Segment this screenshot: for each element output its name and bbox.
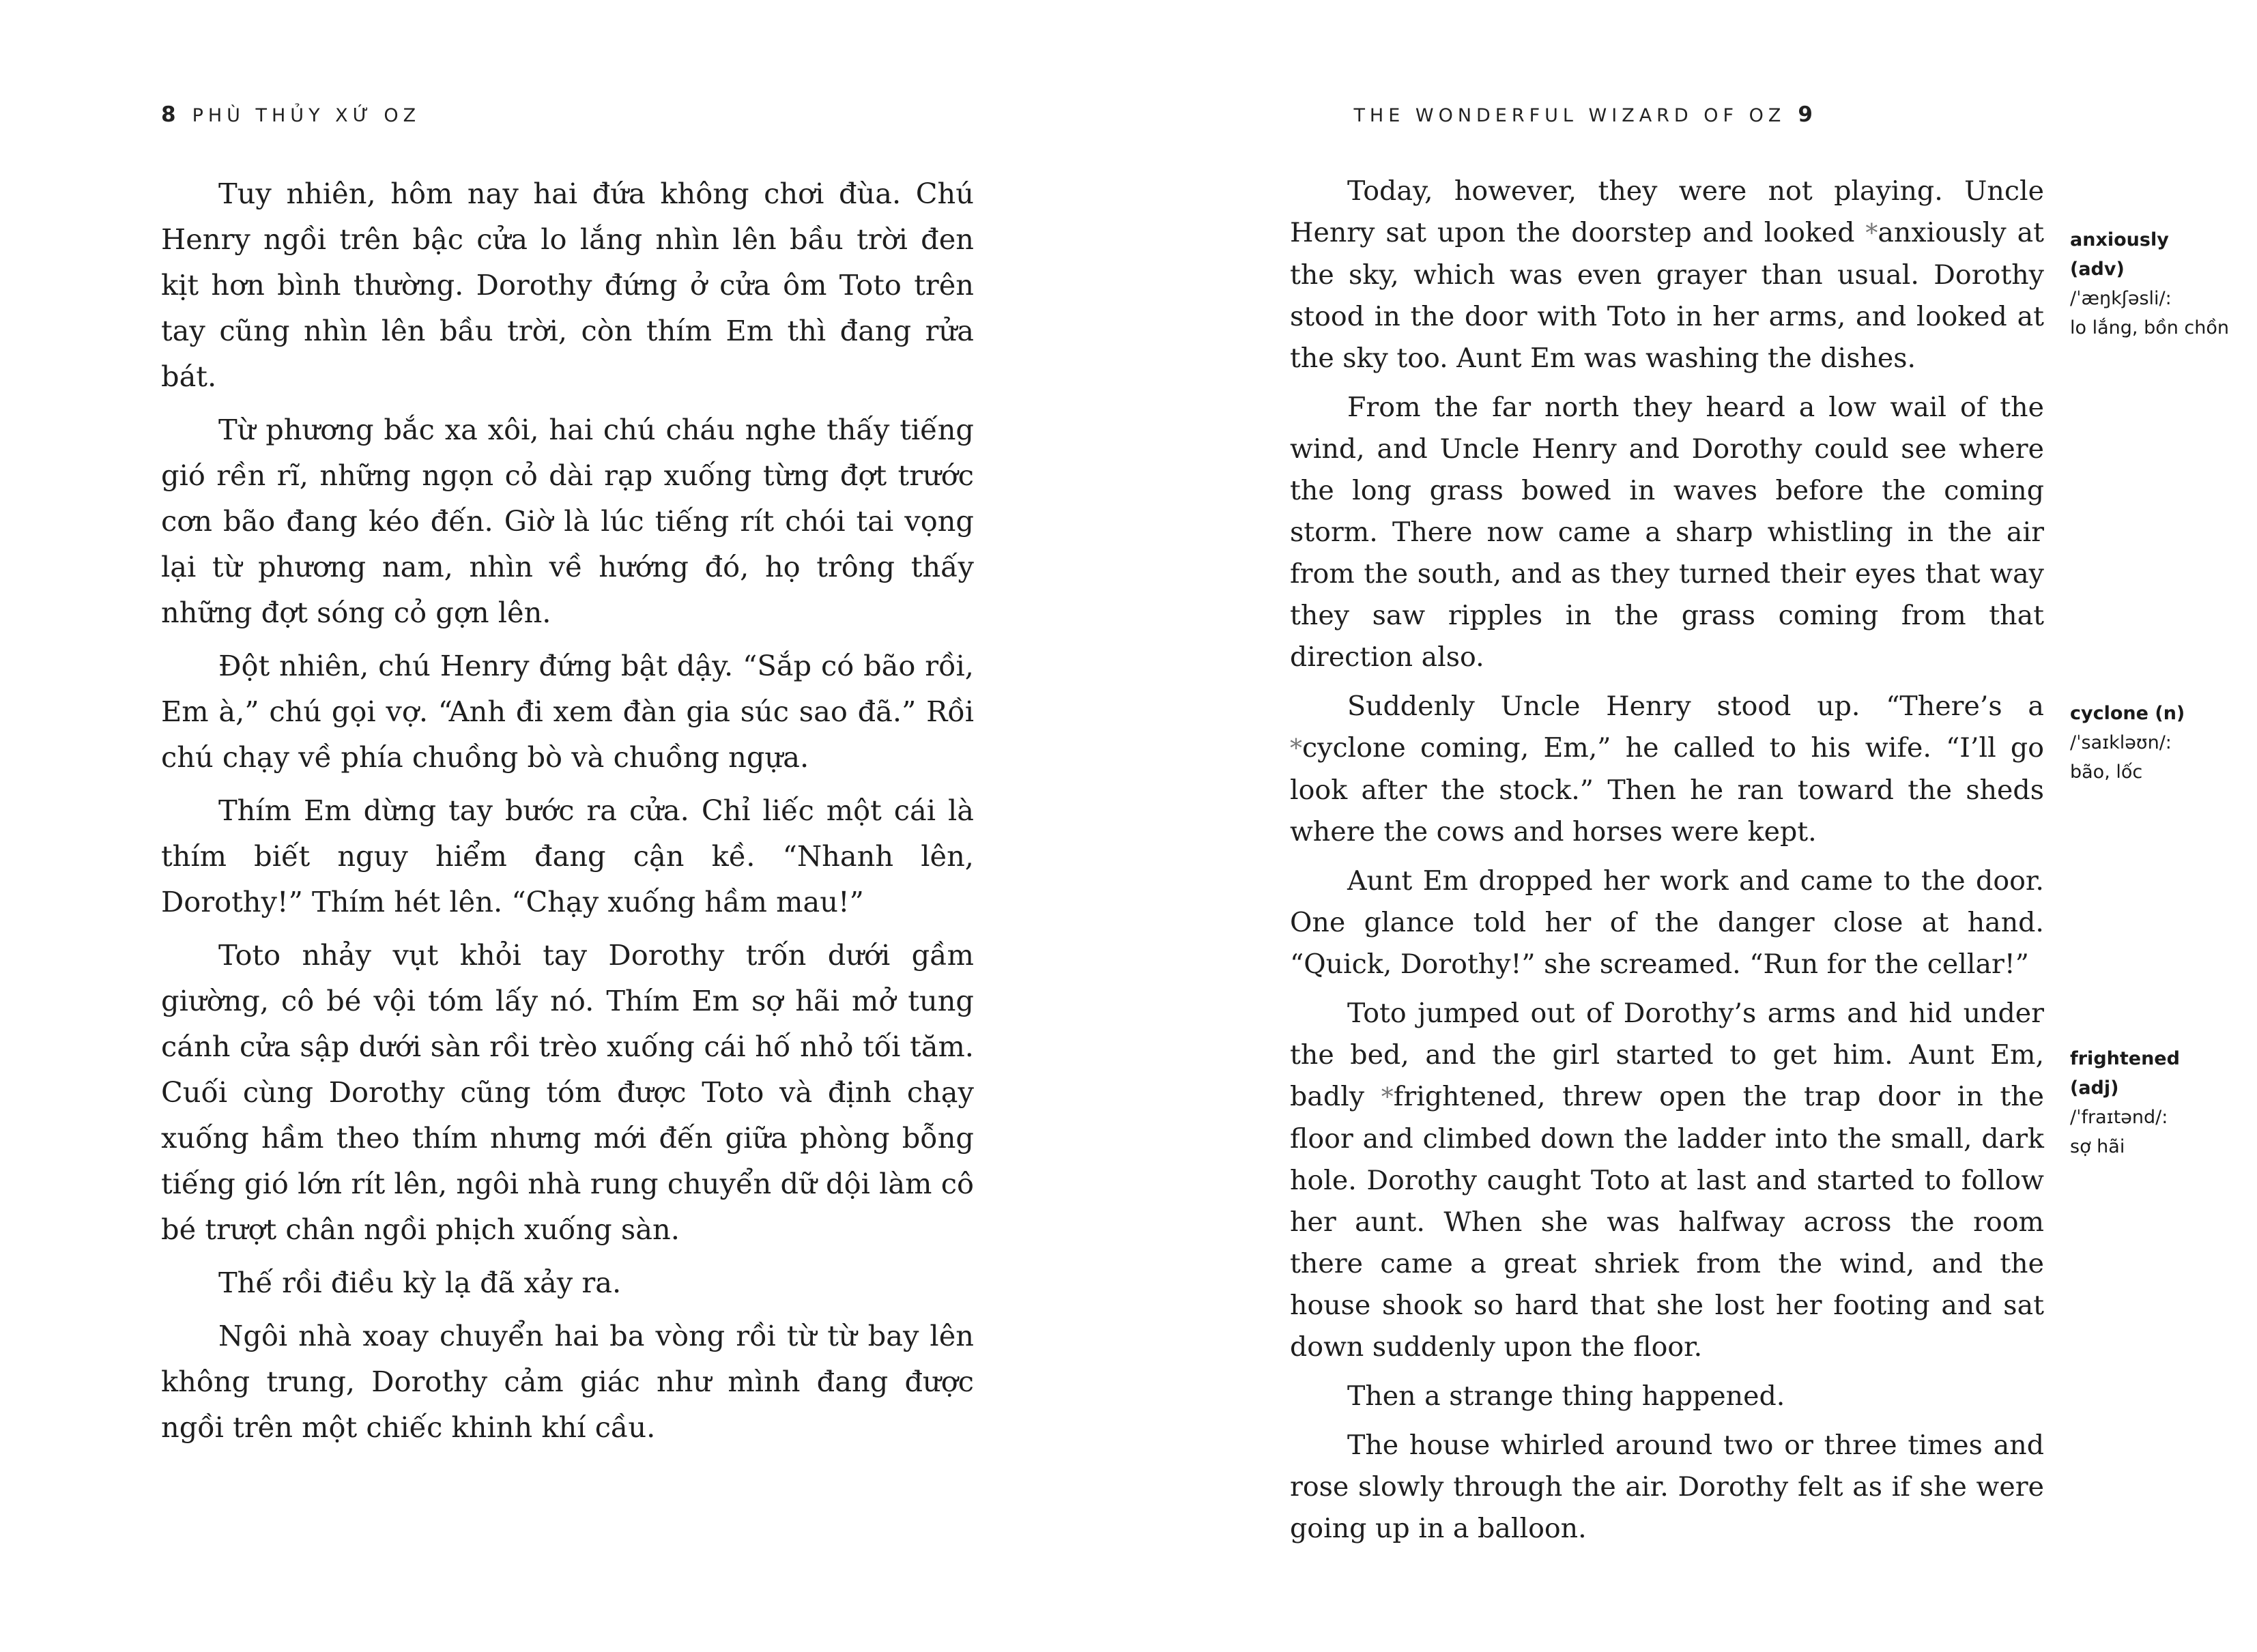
en-paragraph: Then a strange thing happened. xyxy=(1347,1380,1785,1412)
english-text-column xyxy=(1290,171,2044,1557)
glossary-ipa: /ˈfraɪtənd/: xyxy=(2070,1107,2168,1128)
glossary-ipa: /ˈæŋkʃəsli/: xyxy=(2070,288,2172,309)
glossary-pos: (adv) xyxy=(2070,259,2125,280)
glossary-term: frightened xyxy=(2070,1048,2180,1069)
en-paragraph: From the far north they heard a low wail of the wind, and Uncle Henry and Dorothy could see where the long grass bowed in waves before the coming storm. There now came a sharp whistling in the air from the south, and as they turned their eyes that way they saw ripples in the grass coming from that direction also. xyxy=(1290,392,2044,673)
left-page xyxy=(0,0,1128,1652)
glossary-term: cyclone (n) xyxy=(2070,703,2185,724)
vietnamese-text-column xyxy=(161,171,974,1458)
vi-paragraph: Ngôi nhà xoay chuyển hai ba vòng rồi từ từ bay lên không trung, Dorothy cảm giác như mình đang được ngồi trên một chiếc khinh khí cầu. xyxy=(161,1319,974,1444)
en-paragraph: Today, however, they were not playing. Uncle Henry sat upon the doorstep and looked *anxiously at the sky, which was even grayer than usual. Dorothy stood in the door with Toto in her arms, and looked at the sky too. Aunt Em was washing the dishes. xyxy=(1290,175,2044,374)
glossary-meaning: sợ hãi xyxy=(2070,1136,2125,1157)
vi-paragraph: Thế rồi điều kỳ lạ đã xảy ra. xyxy=(218,1266,622,1299)
glossed-word: anxiously xyxy=(1878,217,2007,248)
en-paragraph: The house whirled around two or three times and rose slowly through the air. Dorothy felt as if she were going up in a balloon. xyxy=(1290,1430,2044,1544)
glossary-note-anxiously xyxy=(2070,225,2234,343)
glossary-meaning: lo lắng, bồn chồn xyxy=(2070,317,2230,338)
left-running-head xyxy=(161,101,420,130)
left-page-number: 8 xyxy=(161,102,176,127)
glossary-marker: * xyxy=(1290,735,1302,763)
glossary-meaning: bão, lốc xyxy=(2070,762,2143,783)
vi-paragraph: Toto nhảy vụt khỏi tay Dorothy trốn dưới gầm giường, cô bé vội tóm lấy nó. Thím Em sợ hãi mở tung cánh cửa sập dưới sàn rồi trèo xuống cái hố nhỏ tối tăm. Cuối cùng Dorothy cũng tóm được Toto và định chạy xuống hầm theo thím nhưng mới đến giữa phòng bỗng tiếng gió lớn rít lên, ngôi nhà rung chuyển dữ dội làm cô bé trượt chân ngồi phịch xuống sàn. xyxy=(161,938,974,1246)
glossary-marker: * xyxy=(1865,220,1878,248)
glossary-note-cyclone xyxy=(2070,699,2234,787)
glossary-pos: (adj) xyxy=(2070,1077,2119,1099)
right-page xyxy=(1129,0,2257,1652)
glossed-word: frightened xyxy=(1393,1081,1537,1112)
vi-paragraph: Thím Em dừng tay bước ra cửa. Chỉ liếc một cái là thím biết nguy hiểm đang cận kề. “Nhanh lên, Dorothy!” Thím hét lên. “Chạy xuống hầm mau!” xyxy=(161,794,974,918)
glossary-term: anxiously xyxy=(2070,229,2169,250)
glossary-ipa: /ˈsaɪkləʊn/: xyxy=(2070,732,2172,753)
vi-paragraph: Tuy nhiên, hôm nay hai đứa không chơi đùa. Chú Henry ngồi trên bậc cửa lo lắng nhìn lên bầu trời đen kịt hơn bình thường. Dorothy đứng ở cửa ôm Toto trên tay cũng nhìn lên bầu trời, còn thím Em thì đang rửa bát. xyxy=(161,177,974,393)
left-running-title: PHÙ THỦY XỨ OZ xyxy=(192,105,421,126)
right-running-head xyxy=(1353,101,1813,130)
glossary-marker: * xyxy=(1381,1084,1394,1112)
en-paragraph: Aunt Em dropped her work and came to the door. One glance told her of the danger close at hand. “Quick, Dorothy!” she screamed. “Run for the cellar!” xyxy=(1290,865,2044,980)
en-paragraph: Suddenly Uncle Henry stood up. “There’s a *cyclone coming, Em,” he called to his wife. “I’ll go look after the stock.” Then he ran toward the sheds where the cows and horses were kept. xyxy=(1290,691,2044,847)
vi-paragraph: Từ phương bắc xa xôi, hai chú cháu nghe thấy tiếng gió rền rĩ, những ngọn cỏ dài rạp xuống từng đợt trước cơn bão đang kéo đến. Giờ là lúc tiếng rít chói tai vọng lại từ phương nam, nhìn về hướng đó, họ trông thấy những đợt sóng cỏ gợn lên. xyxy=(161,413,974,629)
right-running-title: THE WONDERFUL WIZARD OF OZ xyxy=(1353,105,1786,126)
vi-paragraph: Đột nhiên, chú Henry đứng bật dậy. “Sắp có bão rồi, Em à,” chú gọi vợ. “Anh đi xem đàn gia súc sao đã.” Rồi chú chạy về phía chuồng bò và chuồng ngựa. xyxy=(161,649,974,774)
glossary-note-frightened xyxy=(2070,1044,2234,1161)
right-page-number: 9 xyxy=(1798,102,1813,127)
en-paragraph: Toto jumped out of Dorothy’s arms and hid under the bed, and the girl started to get him. Aunt Em, badly *frightened, threw open the trap door in the floor and climbed down the ladder into the small, dark hole. Dorothy caught Toto at last and started to follow her aunt. When she was halfway across the room there came a great shriek from the wind, and the house shook so hard that she lost her footing and sat down suddenly upon the floor. xyxy=(1290,998,2045,1363)
glossed-word: cyclone xyxy=(1302,732,1406,764)
